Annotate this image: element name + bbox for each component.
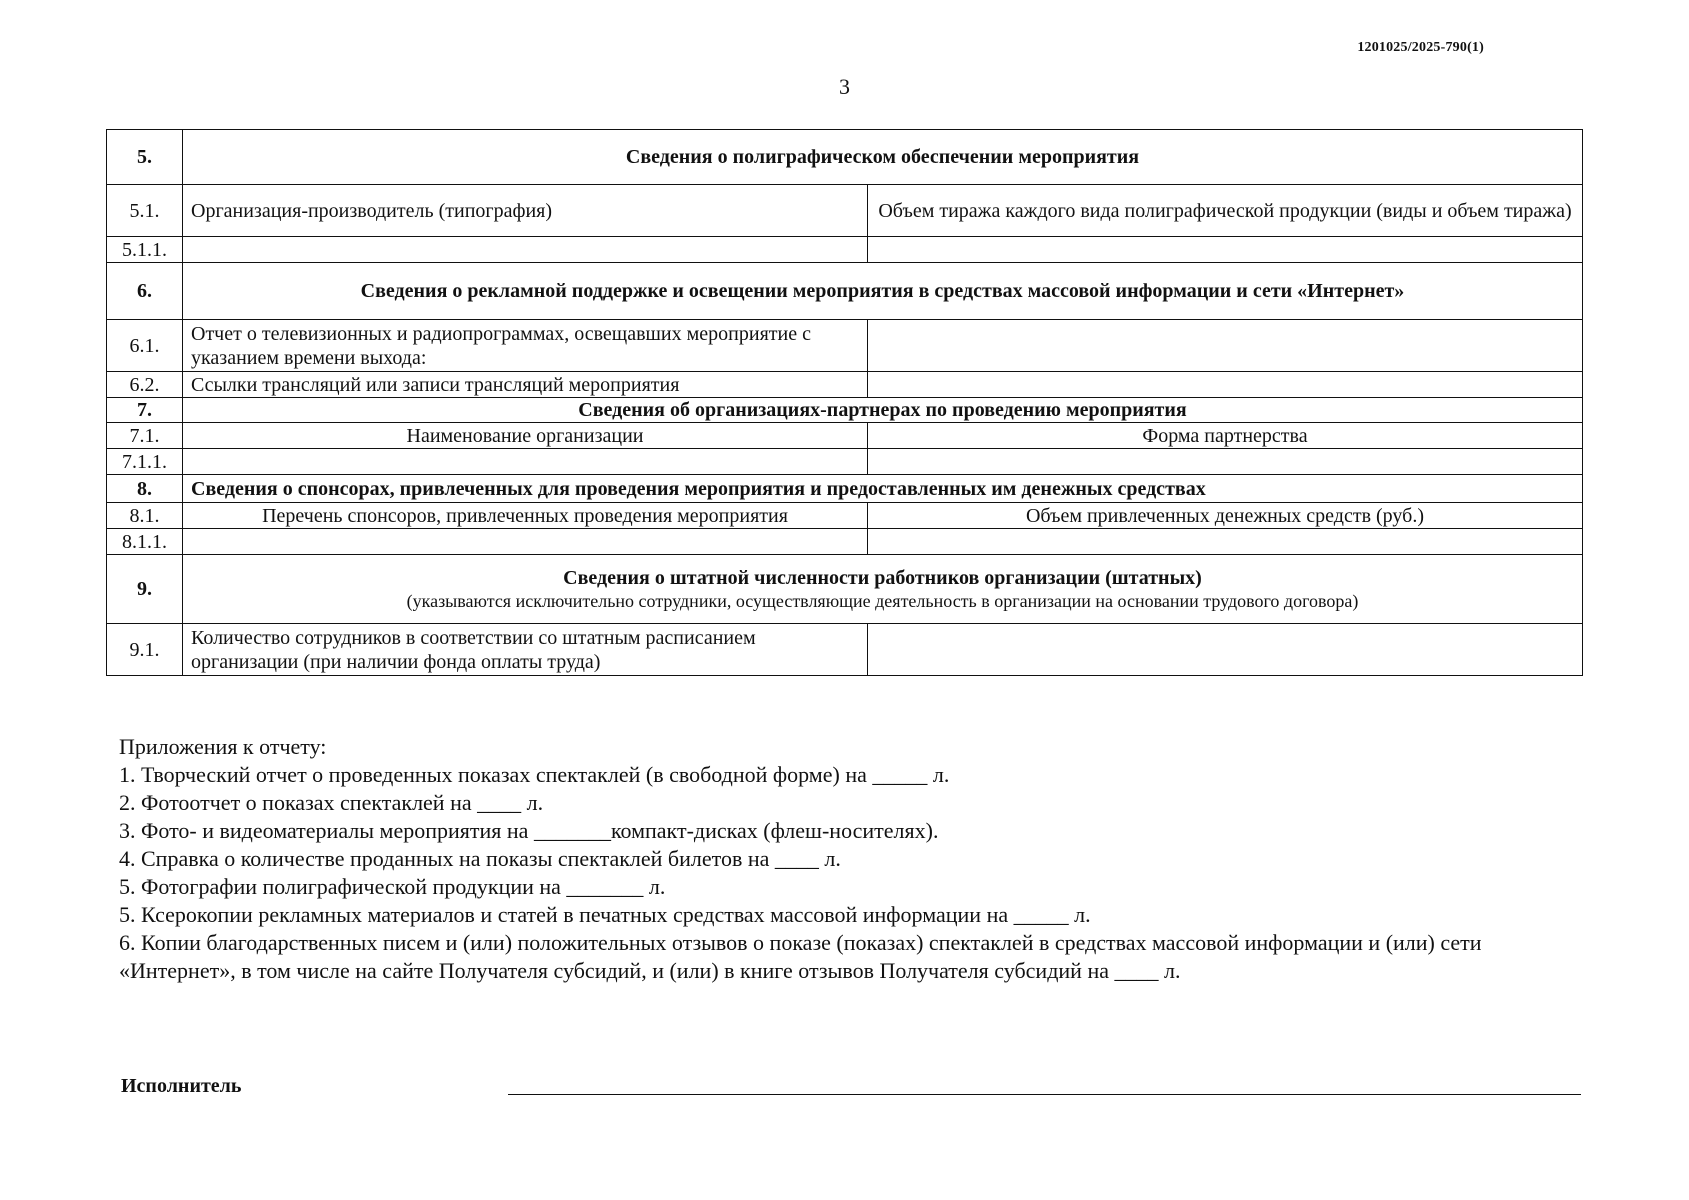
cell-label: Объем привлеченных денежных средств (руб.) <box>868 503 1583 529</box>
row-number: 6.2. <box>107 372 183 398</box>
cell-label: Количество сотрудников в соответствии со штатным расписанием организации (при наличии фонда оплаты труда) <box>183 624 868 676</box>
document-id: 1201025/2025-790(1) <box>1357 40 1484 55</box>
report-table <box>106 129 1583 676</box>
section-row <box>107 475 1583 503</box>
table-row <box>107 529 1583 555</box>
cell-value <box>868 529 1583 555</box>
row-number: 5.1.1. <box>107 237 183 263</box>
section-title: Сведения о штатной численности работников организации (штатных) <box>563 567 1202 589</box>
row-number: 9. <box>107 555 183 624</box>
section-row <box>107 398 1583 423</box>
cell-value <box>868 372 1583 398</box>
signature-line <box>508 1094 1581 1095</box>
row-number: 5. <box>107 130 183 185</box>
cell-label: Объем тиража каждого вида полиграфической продукции (виды и объем тиража) <box>868 185 1583 237</box>
appendix-list <box>119 733 1579 985</box>
row-number: 8.1. <box>107 503 183 529</box>
section-title: Сведения о спонсорах, привлеченных для проведения мероприятия и предоставленных им денежных средствах <box>183 475 1583 503</box>
page-number: 3 <box>839 74 850 99</box>
row-number: 6.1. <box>107 320 183 372</box>
section-row <box>107 555 1583 624</box>
table-row <box>107 624 1583 676</box>
section-title: Сведения о рекламной поддержке и освещении мероприятия в средствах массовой информации и сети «Интернет» <box>183 263 1583 320</box>
row-number: 7. <box>107 398 183 423</box>
cell-label: Отчет о телевизионных и радиопрограммах, освещавших мероприятие с указанием времени выхода: <box>183 320 868 372</box>
row-number: 6. <box>107 263 183 320</box>
appendix-item: 3. Фото- и видеоматериалы мероприятия на _______компакт-дисках (флеш-носителях). <box>119 818 939 843</box>
section-note: (указываются исключительно сотрудники, осуществляющие деятельность в организации на основании трудового договора) <box>406 591 1359 611</box>
cell-value <box>868 237 1583 263</box>
cell-label: Организация-производитель (типография) <box>183 185 868 237</box>
appendix-item: 2. Фотоотчет о показах спектаклей на ____ л. <box>119 790 544 815</box>
table-row <box>107 423 1583 449</box>
cell-value <box>868 624 1583 676</box>
appendix-title: Приложения к отчету: <box>119 734 327 759</box>
cell-value <box>183 449 868 475</box>
section-title: Сведения об организациях-партнерах по проведению мероприятия <box>183 398 1583 423</box>
cell-label: Ссылки трансляций или записи трансляций мероприятия <box>183 372 868 398</box>
row-number: 5.1. <box>107 185 183 237</box>
appendix-item: 5. Фотографии полиграфической продукции на _______ л. <box>119 874 666 899</box>
row-number: 7.1.1. <box>107 449 183 475</box>
row-number: 9.1. <box>107 624 183 676</box>
cell-value <box>868 449 1583 475</box>
table-row <box>107 449 1583 475</box>
row-number: 7.1. <box>107 423 183 449</box>
appendix-item: 4. Справка о количестве проданных на показы спектаклей билетов на ____ л. <box>119 846 841 871</box>
table-row <box>107 372 1583 398</box>
cell-value <box>868 320 1583 372</box>
table-row <box>107 320 1583 372</box>
row-number: 8.1.1. <box>107 529 183 555</box>
cell-label: Форма партнерства <box>868 423 1583 449</box>
appendix-item: 1. Творческий отчет о проведенных показах спектаклей (в свободной форме) на _____ л. <box>119 762 950 787</box>
table-row <box>107 237 1583 263</box>
appendix-item: 5. Ксерокопии рекламных материалов и статей в печатных средствах массовой информации на _____ л. <box>119 902 1091 927</box>
appendix-item: 6. Копии благодарственных писем и (или) положительных отзывов о показе (показах) спектаклей в средствах массовой информации и (или) сети «Интернет», в том числе на сайте Получателя субсидий, и (или) в книге отзывов Получателя субсидий на ____ л. <box>119 930 1482 983</box>
row-number: 8. <box>107 475 183 503</box>
section-row <box>107 130 1583 185</box>
executor-label: Исполнитель <box>121 1075 242 1097</box>
section-title-block <box>183 555 1583 624</box>
cell-value <box>183 529 868 555</box>
section-row <box>107 263 1583 320</box>
table-row <box>107 503 1583 529</box>
cell-label: Перечень спонсоров, привлеченных проведения мероприятия <box>183 503 868 529</box>
cell-label: Наименование организации <box>183 423 868 449</box>
cell-value <box>183 237 868 263</box>
section-title: Сведения о полиграфическом обеспечении мероприятия <box>183 130 1583 185</box>
table-row <box>107 185 1583 237</box>
